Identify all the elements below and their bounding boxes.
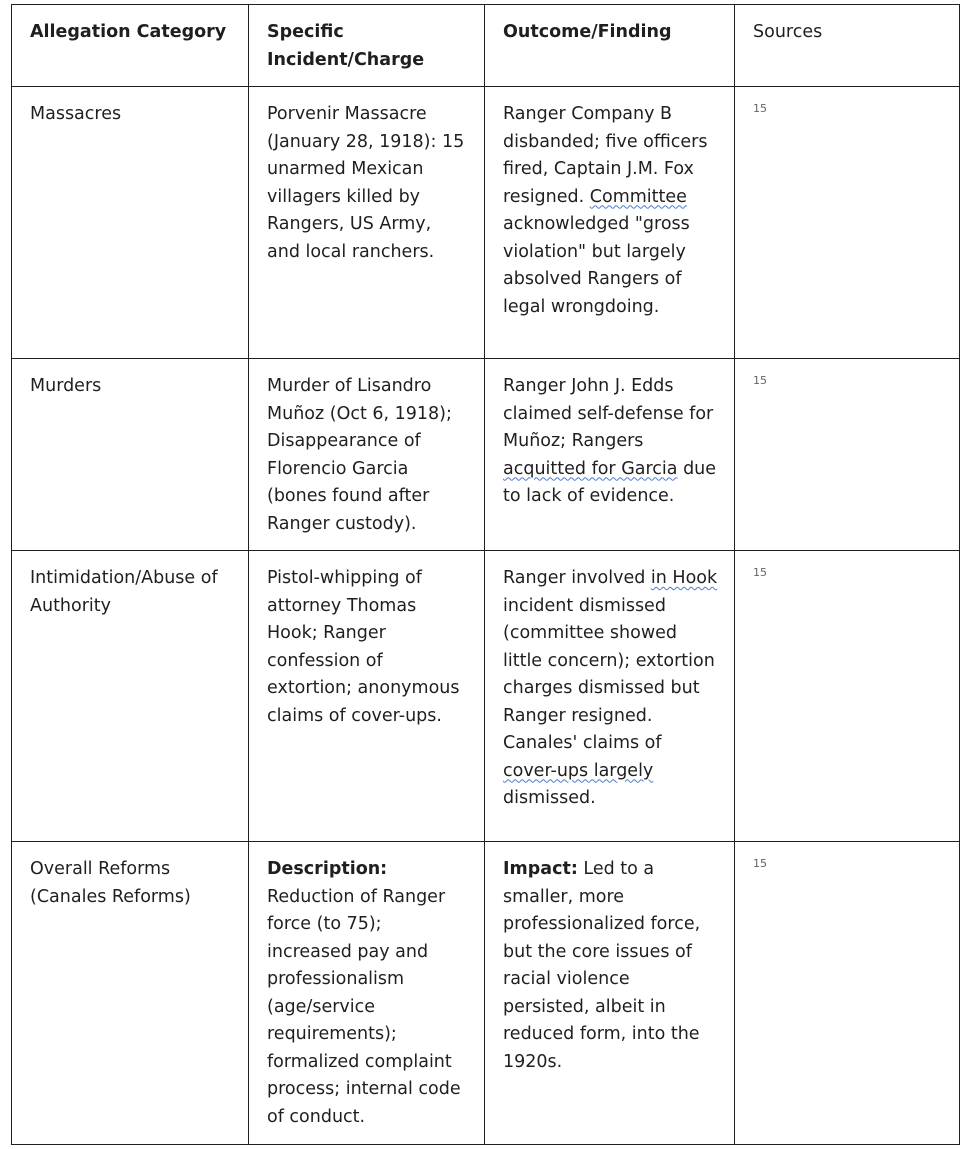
cell-sources: [735, 551, 960, 842]
cell-incident: [249, 842, 485, 1145]
cell-sources: [735, 359, 960, 551]
header-allegation-category: Allegation Category: [12, 5, 249, 87]
header-sources: Sources: [735, 5, 960, 87]
impact-label: Impact:: [503, 859, 578, 879]
outcome-text: Led to a smaller, more professionalized force, but the core issues of racial violence persisted, albeit in reduced form, into the 1920s.: [503, 859, 701, 1072]
cell-outcome: [485, 842, 735, 1145]
allegations-table: [11, 4, 960, 1145]
cell-incident: Porvenir Massacre (January 28, 1918): 15 unarmed Mexican villagers killed by Rangers, US Army, and local ranchers.: [249, 87, 485, 359]
header-outcome-finding: Outcome/Finding: [485, 5, 735, 87]
cell-sources: [735, 87, 960, 359]
cell-category: Intimidation/Abuse of Authority: [12, 551, 249, 842]
source-citation[interactable]: 15: [753, 857, 767, 870]
description-label: Description:: [267, 859, 388, 879]
spellcheck-flagged-text[interactable]: acquitted for Garcia: [503, 458, 678, 479]
cell-category: Murders: [12, 359, 249, 551]
spellcheck-flagged-text[interactable]: Committee: [589, 186, 687, 207]
cell-sources: [735, 842, 960, 1145]
outcome-text: acknowledged "gross violation" but largely absolved Rangers of legal wrongdoing.: [503, 214, 690, 317]
outcome-text: Ranger involved: [503, 568, 651, 588]
cell-outcome: [485, 551, 735, 842]
cell-category: Massacres: [12, 87, 249, 359]
cell-incident: Murder of Lisandro Muñoz (Oct 6, 1918); Disappearance of Florencio Garcia (bones found after Ranger custody).: [249, 359, 485, 551]
table-row: [12, 842, 960, 1145]
outcome-text: incident dismissed (committee showed little concern); extortion charges dismissed but Ranger resigned. Canales' claims of: [503, 595, 715, 753]
incident-text: Reduction of Ranger force (to 75); increased pay and professionalism (age/service requirements); formalized complaint process; internal code of conduct.: [267, 886, 461, 1127]
spellcheck-flagged-text[interactable]: cover-ups largely: [503, 760, 654, 781]
spellcheck-flagged-text[interactable]: in Hook: [650, 568, 718, 588]
source-citation[interactable]: 15: [753, 374, 767, 387]
outcome-text: due to lack of evidence.: [503, 458, 717, 506]
table-container: [11, 4, 960, 1145]
source-citation[interactable]: 15: [753, 566, 767, 579]
header-specific-incident: Specific Incident/Charge: [249, 5, 485, 87]
table-row: [12, 551, 960, 842]
cell-incident: Pistol-whipping of attorney Thomas Hook; Ranger confession of extortion; anonymous claims of cover-ups.: [249, 551, 485, 842]
outcome-text: Ranger John J. Edds claimed self-defense for Muñoz; Rangers: [503, 376, 714, 451]
outcome-text: dismissed.: [503, 788, 596, 808]
cell-category: Overall Reforms (Canales Reforms): [12, 842, 249, 1145]
outcome-text: Ranger Company B disbanded; five officers fired, Captain J.M. Fox resigned.: [503, 104, 708, 207]
cell-outcome: [485, 359, 735, 551]
table-header-row: [12, 5, 960, 87]
table-row: [12, 359, 960, 551]
table-row: [12, 87, 960, 359]
cell-outcome: [485, 87, 735, 359]
source-citation[interactable]: 15: [753, 102, 767, 115]
